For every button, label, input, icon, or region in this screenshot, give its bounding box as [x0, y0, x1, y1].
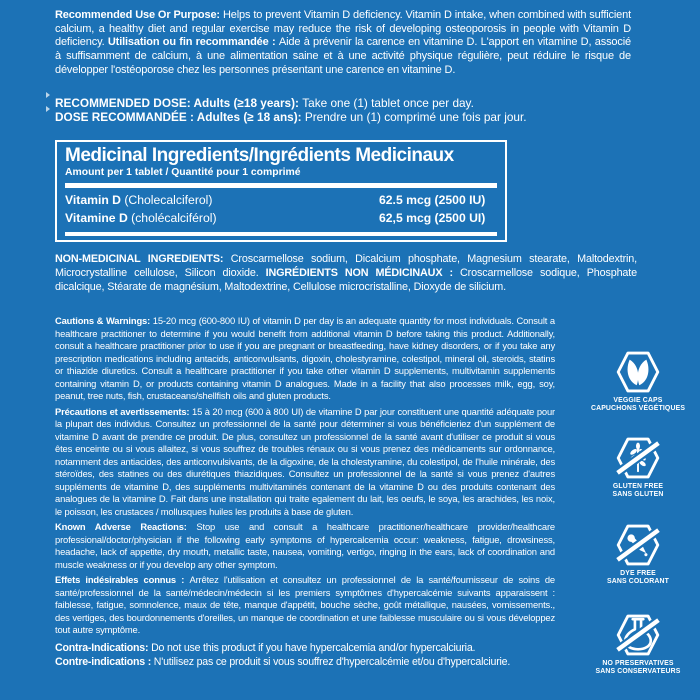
- recommended-dose-en-heading: RECOMMENDED DOSE: Adults (≥18 years):: [55, 96, 303, 110]
- badge-label: NO PRESERVATIVES SANS CONSERVATEURS: [595, 660, 681, 676]
- contra-indications-heading: Contra-Indications:: [55, 641, 152, 654]
- table-divider: [65, 183, 497, 188]
- ingredient-amount-fr: 62,5 mcg (2500 UI): [379, 211, 486, 225]
- ingredient-name-fr: Vitamine D (cholécalciférol): [65, 211, 217, 225]
- dropper-crossed-icon: [614, 523, 662, 567]
- leaf-icon: [614, 350, 662, 394]
- badge-label: DYE FREE SANS COLORANT: [606, 570, 670, 586]
- recommended-dose-fr-heading: DOSE RECOMMANDÉE : Adultes (≥ 18 ans):: [55, 110, 305, 125]
- flask-crossed-icon: [614, 613, 662, 657]
- effets-indesirables-heading: Effets indésirables connus :: [55, 574, 190, 585]
- ingredient-amount-en: 62.5 mcg (2500 IU): [379, 192, 486, 207]
- veggie-caps-badge: [579, 350, 697, 414]
- no-preservatives-badge: [579, 613, 697, 677]
- gluten-free-badge: [579, 436, 697, 500]
- medicinal-ingredients-table: [55, 140, 507, 242]
- effets-indesirables-text: Effets indésirables connus : Arrêtez l'utilisation et consultez un professionnel de la santé/fournisseur de soins de santé/professionnel de la santé/médecin/médecin si les premiers symptômes d'hypercalcémie suivants apparaissent : faiblesse, fatigue, somnolence, maux de tête, manque d'appétit, bouche sèche, goût métallique, nausées, vomissements., des vertiges, des bourdonnements d'oreilles, un manque de coordination et une faiblesse musculaire ou si vous développez tout autre symptôme.: [55, 574, 555, 635]
- recommended-use-text: Recommended Use Or Purpose: Helps to prevent Vitamin D deficiency. Vitamin D intake, when combined with sufficient calcium, a healthy diet and regular exercise may reduce the risk of developing osteoporosis in people with Vitamin D deficiency. Utilisation ou fin recommandée : Aide à prévenir la carence en vitamine D. L'apport en vitamine D, associé à suffisamment de calcium, à une alimentation saine et à une activité physique régulière, peut réduire le risque de développer l'ostéoporose chez les personnes présentant une carence en vitamine D.: [55, 9, 632, 76]
- print-mark-icon: [46, 106, 50, 112]
- contra-indications-text: Contra-Indications: Do not use this product if you have hypercalcemia and/or hypercalciuria.: [55, 641, 476, 654]
- cautions-warnings-text: Cautions & Warnings: 15-20 mcg (600-800 IU) of vitamin D per day is an adequate quantity for most individuals. Consult a healthcare practitioner to determine if you would benefit from additional vitamin D before taking this product. Additionally, consult a healthcare practitioner prior to use if you are pregnant or breastfeeding, have kidney disorders, or if you take any prescription medications including antacids, anticonvulsants, digoxin, cholestyramine, colestipol, mineral oil, steroids, statins or thiazide diuretics. Consult a healthcare practitioner if you take other vitamin D supplements, multivitamin supplements containing vitamin D, or products containing vitamin D analogues. Made in a facility that also processes milk, egg, soy, peanut, tree nuts, fish, crustaceans/shellfish oils and gluten products.: [55, 315, 555, 401]
- recommended-dose-en: RECOMMENDED DOSE: Adults (≥18 years): Take one (1) tablet once per day.: [55, 96, 474, 110]
- medicinal-ingredients-title: Medicinal Ingredients/Ingrédients Medicinaux: [65, 145, 454, 166]
- badge-label: VEGGIE CAPS CAPUCHONS VÉGÉTIQUES: [590, 397, 686, 413]
- print-mark-icon: [46, 92, 50, 98]
- known-adverse-reactions-heading: Known Adverse Reactions:: [55, 521, 197, 532]
- badge-label: GLUTEN FREE SANS GLUTEN: [612, 483, 664, 499]
- non-medicinal-heading-en: NON-MEDICINAL INGREDIENTS:: [55, 253, 231, 265]
- precautions-heading: Précautions et avertissements:: [55, 405, 192, 417]
- table-row: [65, 209, 497, 228]
- utilisation-heading: Utilisation ou fin recommandée :: [107, 36, 279, 49]
- warnings-column: [55, 315, 555, 670]
- non-medicinal-ingredients-text: NON-MEDICINAL INGREDIENTS: Croscarmellose sodium, Dicalcium phosphate, Magnesium stearate, Maltodextrin, Microcrystalline cellulose, Silicon dioxide. INGRÉDIENTS NON MÉDICINAUX : Croscarmellose sodique, Phosphate dicalcique, Stéarate de magnésium, Maltodextrine, Cellulose microcristalline, Dioxyde de silicium.: [55, 253, 637, 293]
- feature-badges-column: [579, 0, 697, 700]
- recommended-use-heading: Recommended Use Or Purpose:: [55, 9, 223, 21]
- contre-indications-heading: Contre-indications :: [55, 656, 154, 669]
- recommended-dose-fr: DOSE RECOMMANDÉE : Adultes (≥ 18 ans): Prendre un (1) comprimé une fois par jour.: [55, 110, 527, 125]
- table-row: [65, 191, 497, 210]
- ingredient-name-en: Vitamin D (Cholecalciferol): [65, 192, 213, 207]
- dye-free-badge: [579, 523, 697, 587]
- wheat-crossed-icon: [614, 436, 662, 480]
- known-adverse-reactions-text: Known Adverse Reactions: Stop use and consult a healthcare practitioner/healthcare provider/healthcare professional/doctor/physician if the following early symptoms of hypercalcemia occur: weakness, fatigue, drowsiness, headache, lack of appetite, dry mouth, metallic taste, nausea, vomiting, vertigo, ringing in the ears, lack of coordination and muscle weakness or if you develop any other symptom.: [55, 521, 555, 570]
- precautions-text: Précautions et avertissements: 15 à 20 mcg (600 à 800 UI) de vitamine D par jour constituent une quantité adéquate pour la plupart des individus. Consultez un professionnel de la santé pour déterminer si vous bénéficieriez d'un supplément de vitamine D avant de prendre ce produit. De plus, consultez un professionnel de la santé avant d'utiliser ce produit si vous êtes enceinte ou si vous allaitez, si vous souffrez de troubles rénaux ou si vous prenez des médicaments sur ordonnance, notamment des antiacides, des anticonvulsivants, de la digoxine, de la cholestyramine, du colestipol, de l'huile minérale, des stéroïdes, des statines ou des diurétiques thiazidiques. Consultez un professionnel de la santé si vous prenez d'autres suppléments de vitamine D, des suppléments multivitaminés contenant de la vitamine D ou des produits contenant des analogues de la vitamine D. Fait dans une installation qui traite egalement du lait, les oeufs, le soya, les arachides, les noix, le poisson, les crustaces / mollusques huiles les produits à base de gluten.: [55, 405, 555, 517]
- amount-per-tablet-subtitle: Amount per 1 tablet / Quantité pour 1 comprimé: [65, 167, 301, 178]
- recommended-dose-block: [55, 96, 631, 124]
- contre-indications-text: Contre-indications : N'utilisez pas ce produit si vous souffrez d'hypercalcémie et/ou d'hypercalciurie.: [55, 656, 511, 669]
- non-medicinal-heading-fr: INGRÉDIENTS NON MÉDICINAUX :: [265, 267, 461, 279]
- cautions-warnings-heading: Cautions & Warnings:: [55, 315, 153, 326]
- table-divider: [65, 232, 497, 237]
